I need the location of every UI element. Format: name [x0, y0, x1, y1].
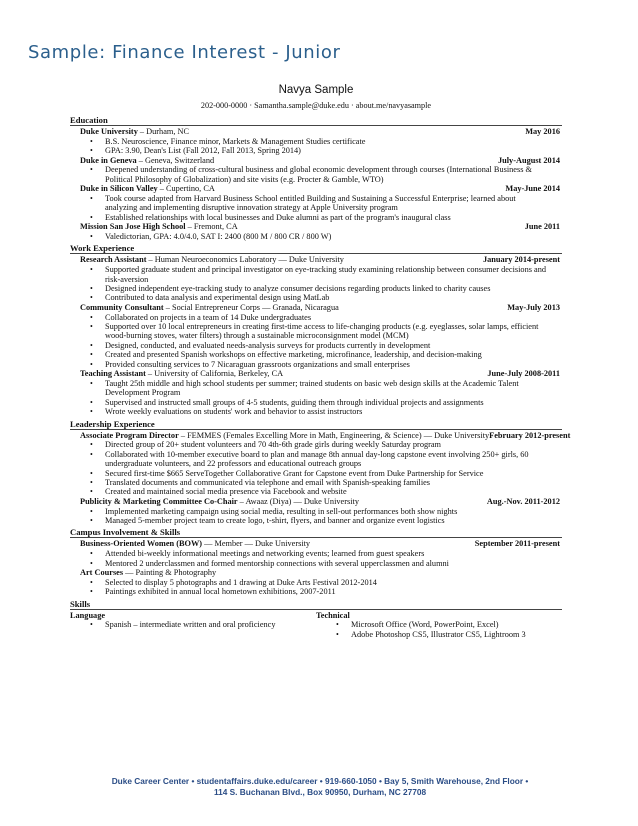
- entry-header: [70, 303, 562, 313]
- list-item: • Collaborated with 10-member executive board to plan and manage 8th annual day-long capstone event involving 250+ girls, 60 undergraduate volunteers, and 22 professors and educational outreach groups: [70, 450, 562, 469]
- footer-line: 114 S. Buchanan Blvd., Box 90950, Durham, NC 27708: [213, 787, 427, 797]
- entry-date: May 2016: [525, 127, 560, 136]
- list-item: • GPA: 3.90, Dean's List (Fall 2012, Fall 2013, Spring 2014): [70, 146, 562, 155]
- list-item: • Mentored 2 underclassmen and formed mentorship connections with several upperclassmen and alumni: [70, 559, 562, 568]
- entry-organization: Research Assistant: [80, 255, 147, 265]
- footer: [70, 776, 570, 798]
- list-item: • Created and presented Spanish workshops on effective marketing, microfinance, leadership, and decision-making: [70, 350, 562, 359]
- entry-detail: – Awaaz (Diya) — Duke University: [237, 496, 359, 506]
- resume-entry: [70, 222, 562, 241]
- entry-organization: Teaching Assistant: [80, 369, 146, 379]
- list-item: • Designed, conducted, and evaluated needs-analysis surveys for products currently in development: [70, 341, 562, 350]
- entry-detail: – Social Entrepreneur Corps — Granada, Nicaragua: [163, 302, 339, 312]
- entry-date: January 2014-present: [482, 255, 560, 265]
- skills-technical-label: Technical: [316, 610, 350, 620]
- section-title: Education: [70, 115, 562, 126]
- list-item: • Taught 25th middle and high school students per summer; trained students on basic web design skills at the Academic Talent Development Program: [70, 379, 562, 398]
- bullet-list: [70, 313, 562, 369]
- list-item: • Supported over 10 local entrepreneurs in creating first-time access to life-changing products (e.g. eyeglasses, solar lamps, efficient wood-burning stoves, water filters) through a sustainable microconsignment model (MCM): [70, 322, 562, 341]
- bullet-list: [70, 549, 562, 568]
- list-item: • Wrote weekly evaluations on students' work and behavior to assist instructors: [70, 407, 562, 416]
- list-item: • Valedictorian, GPA: 4.0/4.0, SAT I: 2400 (800 M / 800 CR / 800 W): [70, 232, 562, 241]
- entry-date: May-June 2014: [505, 184, 560, 194]
- resume-entry: [70, 184, 562, 222]
- list-item: • Provided consulting services to 7 Nicaraguan grassroots organizations and small enterprises: [70, 360, 562, 369]
- entry-detail: — Member — Duke University: [202, 539, 311, 549]
- entry-organization: Duke in Silicon Valley: [80, 184, 158, 194]
- entry-detail: – University of California, Berkeley, CA: [145, 369, 284, 379]
- bullet-list: [70, 507, 562, 526]
- bullet-list: [70, 379, 562, 417]
- resume-section: [70, 418, 571, 526]
- list-item: • Spanish – intermediate written and oral proficiency: [70, 620, 316, 629]
- list-item: • Supervised and instructed small groups of 4-5 students, guiding them through individual projects and assignments: [70, 398, 562, 407]
- list-item: • Translated documents and communicated via telephone and email with Spanish-speaking families: [70, 478, 562, 487]
- list-item: • Adobe Photoshop CS5, Illustrator CS5, Lightroom 3: [316, 630, 562, 639]
- entry-detail: – Fremont, CA: [185, 222, 238, 232]
- entry-organization: Associate Program Director: [80, 430, 179, 440]
- section-title: Skills: [70, 599, 562, 610]
- resume-section: [70, 527, 562, 596]
- entry-header: [70, 255, 562, 265]
- entry-organization: Publicity & Marketing Committee Co-Chair: [80, 496, 238, 506]
- entry-header: [70, 222, 562, 232]
- bullet-list: [70, 440, 562, 496]
- bullet-list: [70, 578, 562, 597]
- entry-header: [70, 568, 562, 578]
- entry-date: June-July 2008-2011: [487, 369, 560, 379]
- skills-section: [70, 599, 562, 640]
- list-item: • Paintings exhibited in annual local hometown exhibitions, 2007-2011: [70, 587, 562, 596]
- entry-organization: Duke University: [80, 127, 138, 136]
- resume-entry: [70, 127, 562, 156]
- bullet-list: [70, 194, 562, 222]
- resume-entry: [70, 303, 562, 369]
- resume-entry: [70, 497, 562, 526]
- resume-section: [70, 243, 562, 416]
- skills-language: [70, 611, 316, 640]
- list-item: • Designed independent eye-tracking study to analyze consumer decisions regarding products linked to charity causes: [70, 284, 562, 293]
- section-title: Leadership Experience: [70, 419, 562, 430]
- resume-entry: [70, 156, 562, 185]
- entry-date: February 2012-present: [489, 430, 571, 440]
- entry-detail: – Cupertino, CA: [157, 184, 215, 194]
- entry-detail: – Human Neuroeconomics Laboratory — Duke University: [146, 255, 344, 265]
- bullet-list: [70, 165, 562, 184]
- resume-entry: [70, 568, 562, 597]
- resume-entry: [70, 255, 562, 302]
- footer-line: Duke Career Center • studentaffairs.duke.edu/career • 919-660-1050 • Bay 5, Smith Warehouse, 2nd Floor •: [111, 776, 529, 786]
- bullet-list: [70, 265, 562, 303]
- entry-header: [70, 430, 571, 441]
- resume-entry: [70, 369, 562, 416]
- entry-header: [70, 497, 562, 507]
- list-item: • Took course adapted from Harvard Business School entitled Building and Sustaining a Successful Enterprise; learned about analyzing and implementing disruptive innovation strategy at Apple University program: [70, 194, 562, 213]
- entry-date: Aug.-Nov. 2011-2012: [486, 496, 560, 506]
- entry-date: September 2011-present: [474, 539, 560, 549]
- resume-name: Navya Sample: [278, 84, 354, 96]
- entry-date: June 2011: [524, 222, 560, 232]
- list-item: • Selected to display 5 photographs and 1 drawing at Duke Arts Festival 2012-2014: [70, 578, 562, 587]
- entry-organization: Community Consultant: [80, 302, 164, 312]
- resume-section: [70, 115, 562, 241]
- skills-grid: [70, 611, 562, 640]
- list-item: • B.S. Neuroscience, Finance minor, Markets & Management Studies certificate: [70, 137, 562, 146]
- contact-line: 202-000-0000 · Samantha.sample@duke.edu · about.me/navyasample: [200, 101, 432, 110]
- bullet-list: [70, 137, 562, 156]
- list-item: • Implemented marketing campaign using social media, resulting in sell-out performances both show nights: [70, 507, 562, 516]
- list-item: • Supported graduate student and principal investigator on eye-tracking study examining relationship between consumer decisions and risk-aversion: [70, 265, 562, 284]
- skills-language-label: Language: [70, 610, 106, 620]
- list-item: • Contributed to data analysis and experimental design using MatLab: [70, 293, 562, 302]
- entry-detail: – Durham, NC: [137, 127, 190, 136]
- section-title: Campus Involvement & Skills: [70, 527, 562, 538]
- entry-organization: Business-Oriented Women (BOW): [80, 539, 203, 549]
- list-item: • Secured first-time $665 ServeTogether Collaborative Grant for Capstone event from Duke Partnership for Service: [70, 469, 562, 478]
- entry-header: [70, 127, 562, 137]
- list-item: • Directed group of 20+ student volunteers and 70 4th-6th grade girls during weekly Saturday program: [70, 440, 562, 449]
- entry-organization: Art Courses: [80, 567, 124, 577]
- resume-sections: [70, 115, 571, 597]
- resume-entry: [70, 430, 571, 497]
- page-title: Sample: Finance Interest - Junior: [28, 42, 341, 63]
- entry-date: July-August 2014: [497, 155, 560, 165]
- resume-entry: [70, 539, 562, 568]
- list-item: • Deepened understanding of cross-cultural business and global economic development through courses (International Business & Political Philosophy of Globalization) and site visits (e.g. Procter & Gamble, WTO): [70, 165, 562, 184]
- skills-technical: [316, 611, 562, 640]
- entry-detail: — Painting & Photography: [123, 567, 217, 577]
- list-item: • Attended bi-weekly informational meetings and networking events; learned from guest speakers: [70, 549, 562, 558]
- entry-header: [70, 184, 562, 194]
- bullet-list: [70, 232, 562, 241]
- entry-header: [70, 369, 562, 379]
- entry-detail: – FEMMES (Females Excelling More in Math, Engineering, & Science) — Duke University: [178, 430, 490, 440]
- list-item: • Created and maintained social media presence via Facebook and website: [70, 487, 562, 496]
- list-item: • Established relationships with local businesses and Duke alumni as part of the program's inaugural class: [70, 213, 562, 222]
- entry-organization: Duke in Geneva: [80, 155, 137, 165]
- entry-date: May-July 2013: [507, 302, 560, 312]
- entry-detail: – Geneva, Switzerland: [136, 155, 215, 165]
- entry-organization: Mission San Jose High School: [80, 222, 186, 232]
- list-item: • Collaborated on projects in a team of 14 Duke undergraduates: [70, 313, 562, 322]
- list-item: • Managed 5-member project team to create logo, t-shirt, flyers, and banner and organize event logistics: [70, 516, 562, 525]
- entry-header: [70, 539, 562, 549]
- section-title: Work Experience: [70, 243, 562, 254]
- list-item: • Microsoft Office (Word, PowerPoint, Excel): [316, 620, 562, 629]
- resume: [70, 84, 571, 639]
- entry-header: [70, 156, 562, 166]
